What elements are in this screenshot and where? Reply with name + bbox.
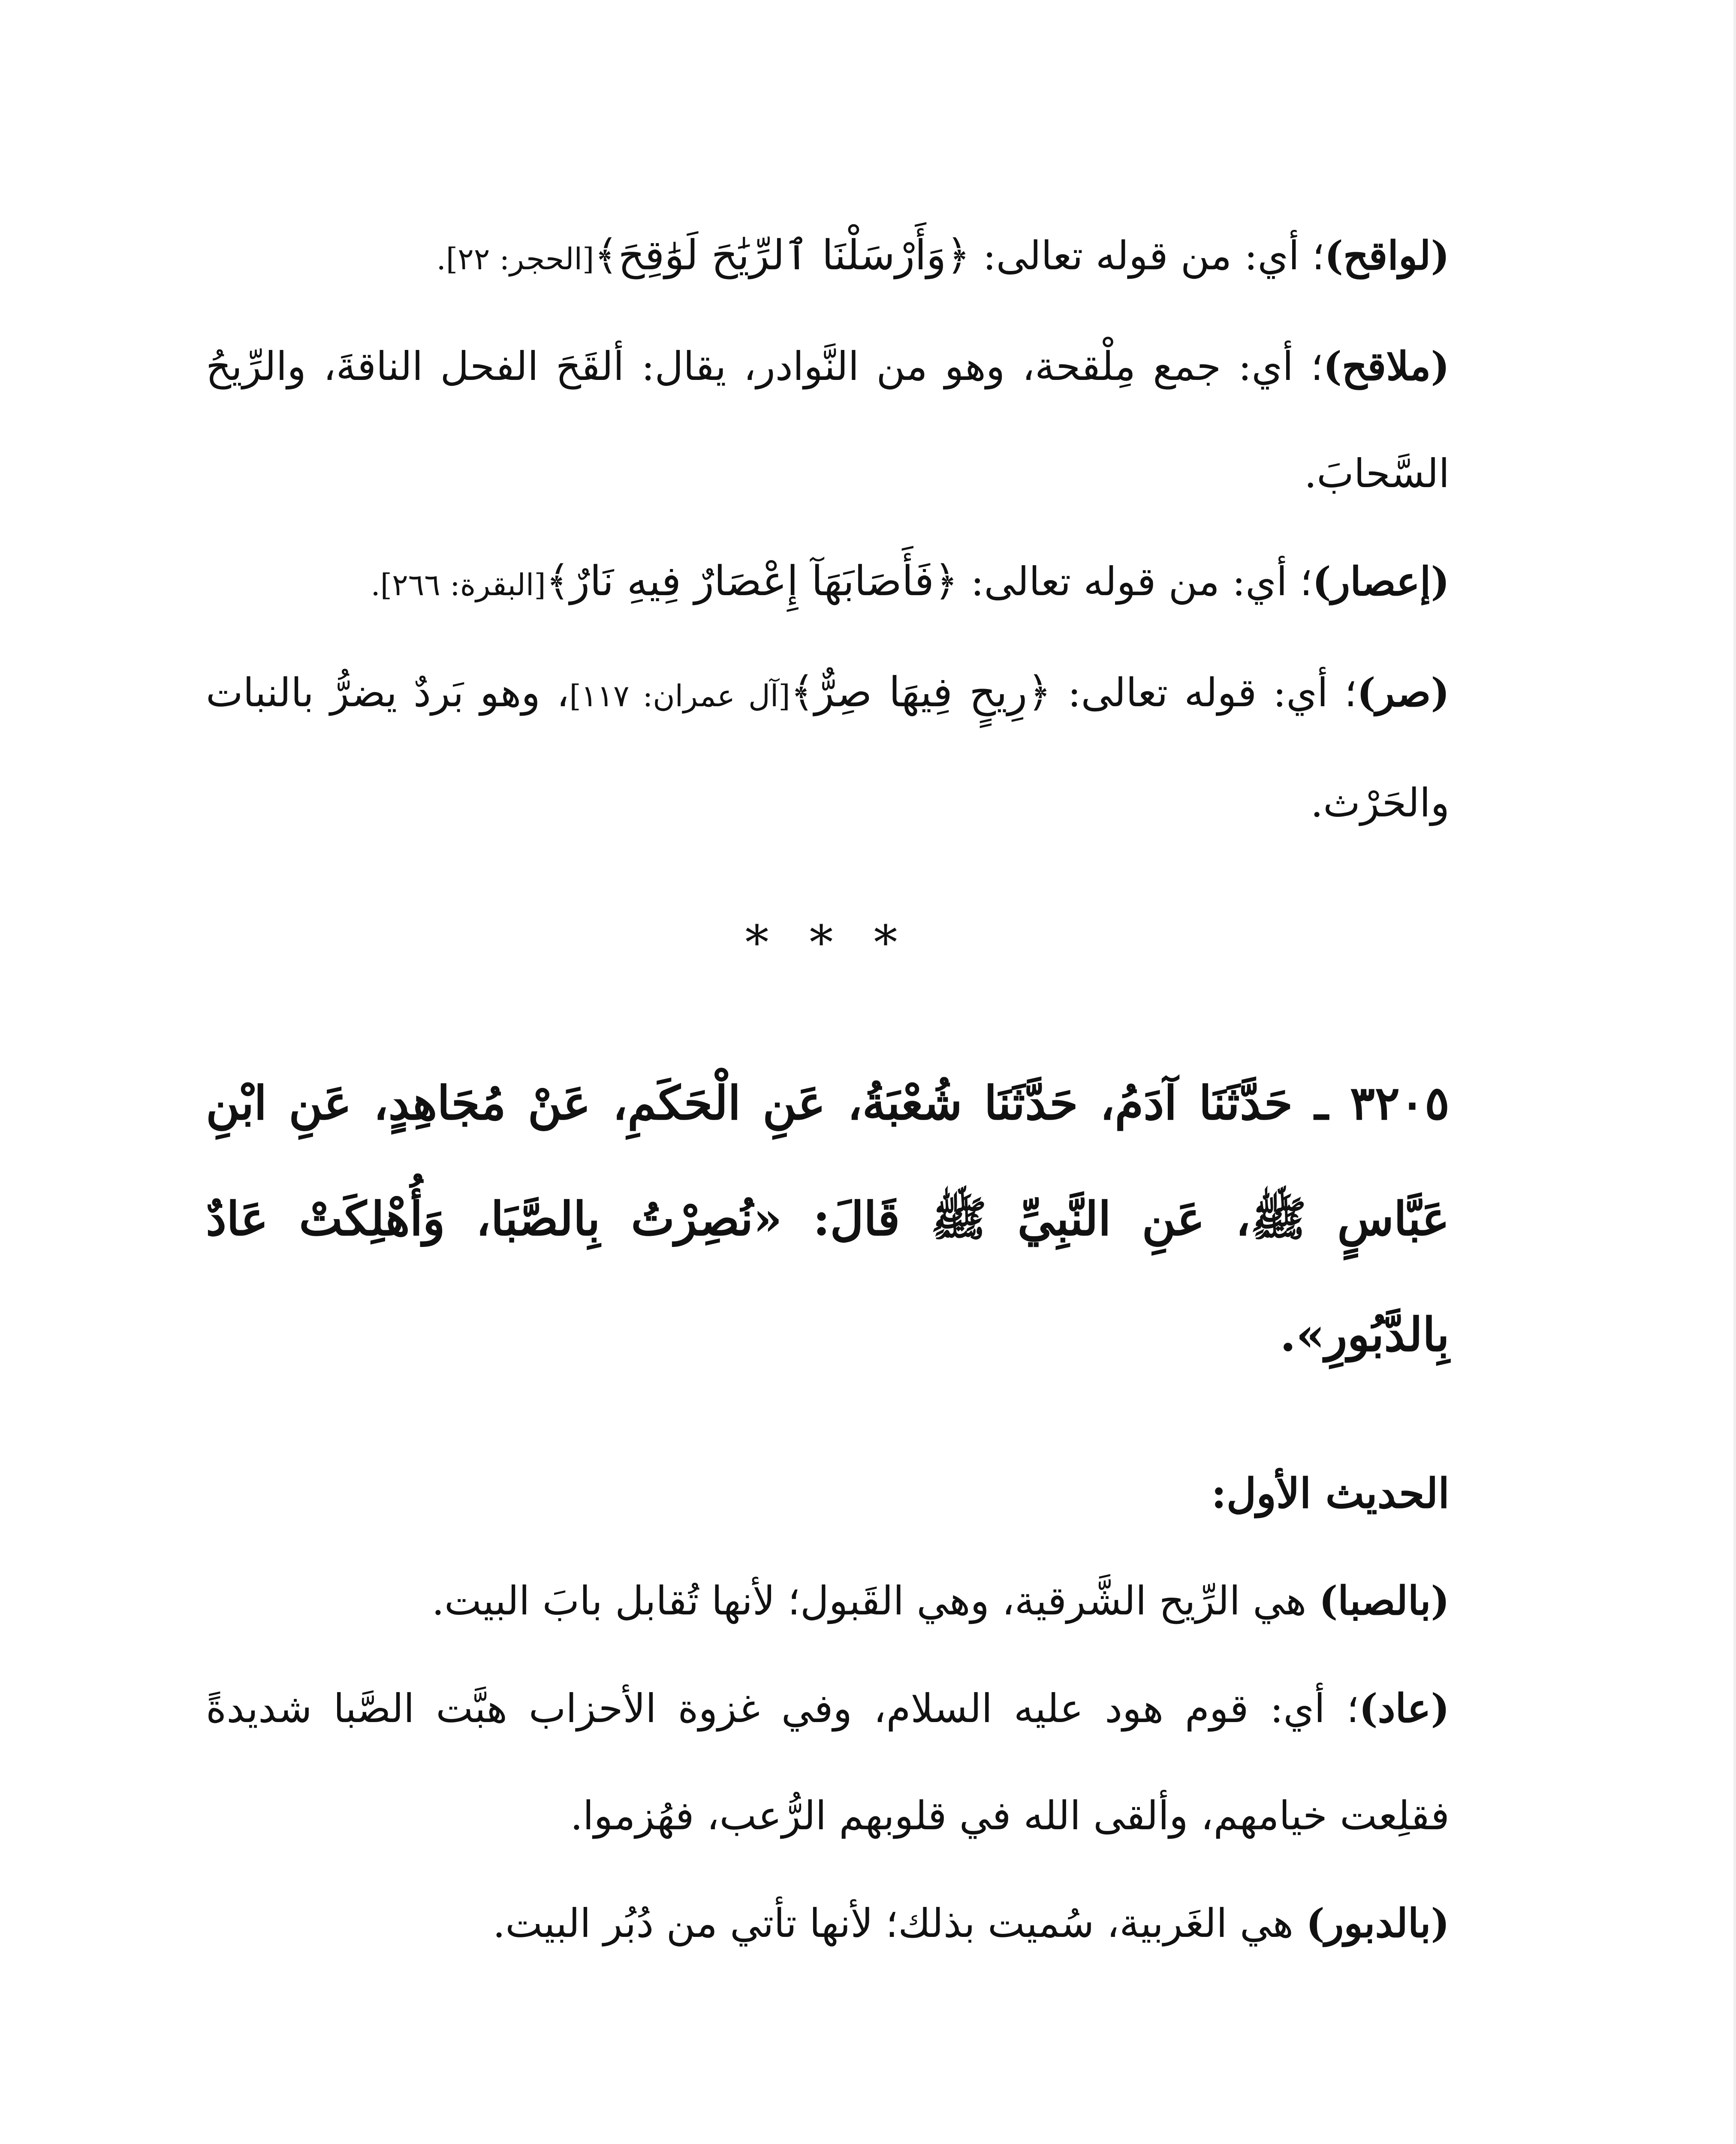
- quran-verse: ﴿وَأَرْسَلْنَا ٱلرِّيَٰحَ لَوَٰقِحَ﴾: [594, 231, 970, 279]
- entry-sirr: [206, 638, 1450, 857]
- page-content: [206, 202, 1450, 1977]
- entry-tail: ، وهو بَردٌ يضرُّ بالنبات والحَرْث.: [206, 670, 1450, 826]
- verse-reference: [الحجر: ٢٢].: [436, 241, 594, 277]
- quran-verse: ﴿رِيحٍ فِيهَا صِرٌّ﴾: [790, 668, 1052, 716]
- entry-isar: [206, 527, 1450, 638]
- explanation-text: هي الغَربية، سُميت بذلك؛ لأنها تأتي من دُبُر البيت.: [493, 1900, 1306, 1946]
- hadith-text: ٣٢٠٥ ـ حَدَّثَنَا آدَمُ، حَدَّثَنَا شُعْبَةُ، عَنِ الْحَكَمِ، عَنْ مُجَاهِدٍ، عَنِ ابْنِ عَبَّاسٍ ﷺ، عَنِ النَّبِيِّ ﷺ قَالَ: «نُصِرْتُ بِالصَّبَا، وَأُهْلِكَتْ عَادٌ بِالدَّبُورِ».: [206, 1076, 1450, 1362]
- entry-malaqih: [206, 313, 1450, 527]
- explanation-saba: [206, 1547, 1450, 1655]
- page-edge: [1733, 0, 1736, 2144]
- section-separator: * * *: [745, 915, 910, 970]
- explanation-text: ؛ أي: قوم هود عليه السلام، وفي غزوة الأحزاب هبَّت الصَّبا شديدةً فقلِعت خيامهم، وألقى الله في قلوبهم الرُّعب، فهُزموا.: [206, 1686, 1450, 1839]
- explanation-dabur: [206, 1870, 1450, 1977]
- explanation-text: هي الرِّيح الشَّرقية، وهي القَبول؛ لأنها تُقابل بابَ البيت.: [431, 1578, 1319, 1624]
- entry-text: ؛ أي: جمع مِلْقحة، وهو من النَّوادر، يقال: ألقَحَ الفحل الناقةَ، والرِّيحُ السَّحابَ.: [206, 343, 1450, 497]
- explanation-ad: [206, 1655, 1450, 1870]
- verse-reference: [البقرة: ٢٦٦].: [371, 567, 546, 602]
- entry-term: (صر): [1357, 669, 1450, 716]
- entry-text: ؛ أي: من قوله تعالى:: [958, 559, 1313, 605]
- explanation-term: (عاد): [1359, 1685, 1450, 1731]
- entry-text: ؛ أي: قوله تعالى:: [1051, 670, 1357, 716]
- entry-term: (إعصار): [1312, 558, 1450, 605]
- quran-verse: ﴿فَأَصَابَهَآ إِعْصَارٌ فِيهِ نَارٌ﴾: [546, 557, 958, 605]
- explanation-term: (بالصبا): [1319, 1578, 1450, 1624]
- verse-reference: [آل عمران: ١١٧]: [569, 678, 790, 714]
- explanation-term: (بالدبور): [1306, 1900, 1450, 1946]
- entry-lawaqih: [206, 202, 1450, 313]
- entry-term: (ملاقح): [1323, 343, 1450, 389]
- section-heading: الحديث الأول:: [1211, 1469, 1450, 1518]
- entry-text: ؛ أي: من قوله تعالى:: [970, 233, 1325, 279]
- entry-term: (لواقح): [1324, 232, 1450, 279]
